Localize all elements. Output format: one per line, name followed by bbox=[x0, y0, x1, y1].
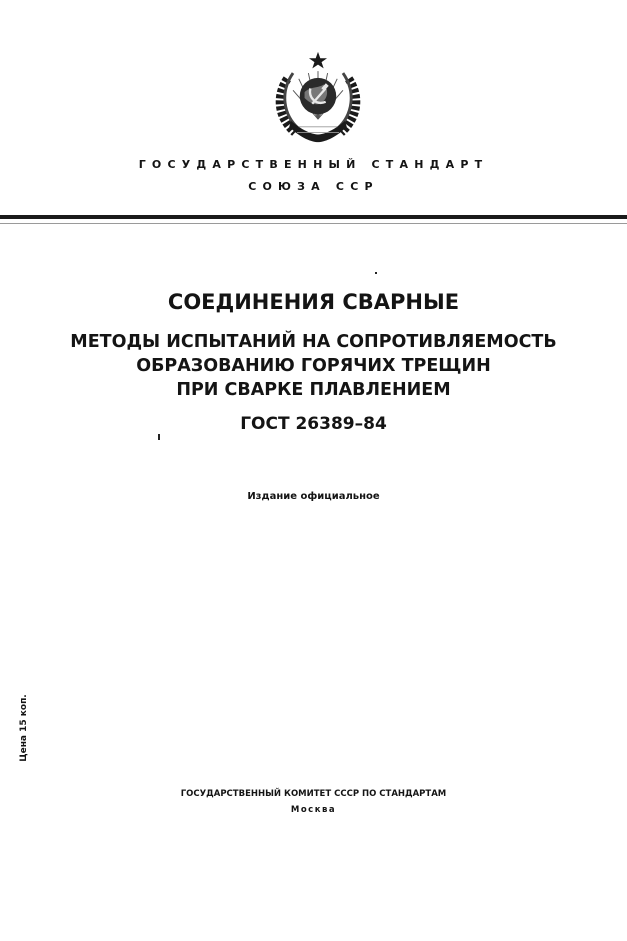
header-divider bbox=[0, 215, 627, 219]
standard-header-line1: ГОСУДАРСТВЕННЫЙ СТАНДАРТ bbox=[138, 158, 489, 171]
publisher-city: Москва bbox=[290, 805, 337, 815]
document-subtitle bbox=[0, 330, 627, 402]
scan-speck bbox=[158, 434, 160, 440]
subtitle-line-3: ПРИ СВАРКЕ ПЛАВЛЕНИЕМ bbox=[176, 380, 451, 400]
subtitle-line-2: ОБРАЗОВАНИЮ ГОРЯЧИХ ТРЕЩИН bbox=[136, 356, 491, 376]
document-title: СОЕДИНЕНИЯ СВАРНЫЕ bbox=[167, 290, 460, 314]
standard-designation: ГОСТ 26389–84 bbox=[240, 414, 387, 434]
edition-note: Издание официальное bbox=[247, 491, 380, 502]
scan-speck bbox=[375, 272, 377, 274]
price-label: Цена 15 коп. bbox=[19, 694, 29, 762]
header-divider-thin bbox=[0, 223, 627, 224]
standard-header-line2: СОЮЗА ССР bbox=[248, 180, 379, 193]
ussr-coat-of-arms-icon bbox=[270, 50, 366, 146]
publisher-committee: ГОСУДАРСТВЕННЫЙ КОМИТЕТ СССР ПО СТАНДАРТАМ bbox=[180, 789, 447, 799]
subtitle-line-1: МЕТОДЫ ИСПЫТАНИЙ НА СОПРОТИВЛЯЕМОСТЬ bbox=[70, 332, 557, 352]
